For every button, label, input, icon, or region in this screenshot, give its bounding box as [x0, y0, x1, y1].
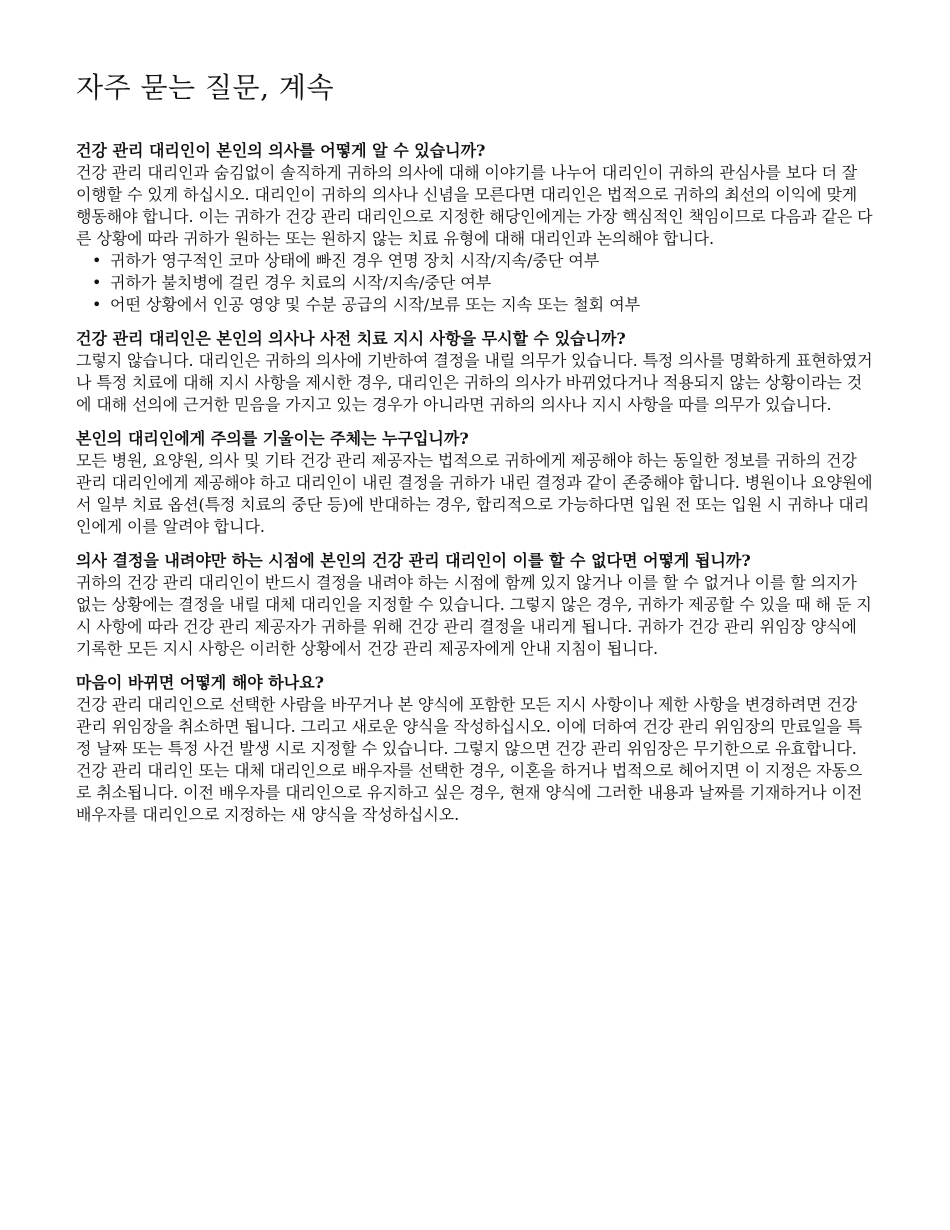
- faq-answer: 그렇지 않습니다. 대리인은 귀하의 의사에 기반하여 결정을 내릴 의무가 있습니다. 특정 의사를 명확하게 표현하였거나 특정 치료에 대해 지시 사항을 제시한 경우, 대리인은 귀하의 의사가 바뀌었다거나 적용되지 않는 상황이라는 것에 대해 선의에 근거한 믿음을 가지고 있는 경우가 아니라면 귀하의 의사나 지시 사항을 따를 의무가 있습니다.: [76, 351, 873, 414]
- faq-answer: 건강 관리 대리인과 숨김없이 솔직하게 귀하의 의사에 대해 이야기를 나누어 대리인이 귀하의 관심사를 보다 더 잘 이행할 수 있게 하십시오. 대리인이 귀하의 의사나 신념을 모른다면 대리인은 법적으로 귀하의 최선의 이익에 맞게 행동해야 합니다. 이는 귀하가 건강 관리 대리인으로 지정한 해당인에게는 가장 핵심적인 책임이므로 다음과 같은 다른 상황에 따라 귀하가 원하는 또는 원하지 않는 치료 유형에 대해 대리인과 논의해야 합니다.: [76, 163, 873, 248]
- faq-section-override: [76, 328, 876, 416]
- bullet-list: [76, 250, 876, 316]
- faq-answer: 모든 병원, 요양원, 의사 및 기타 건강 관리 제공자는 법적으로 귀하에게 제공해야 하는 동일한 정보를 귀하의 건강 관리 대리인에게 제공해야 하고 대리인이 내린 결정을 귀하가 내린 결정과 같이 존중해야 합니다. 병원이나 요양원에서 일부 치료 옵션(특정 치료의 중단 등)에 반대하는 경우, 합리적으로 가능하다면 입원 전 또는 입원 시 귀하나 대리인에게 이를 알려야 합니다.: [76, 451, 873, 536]
- faq-question: 마음이 바뀌면 어떻게 해야 하나요?: [76, 673, 325, 692]
- document-page: [76, 66, 876, 838]
- page-title: 자주 묻는 질문, 계속: [76, 71, 334, 104]
- bullet-icon: •: [92, 273, 102, 292]
- faq-section-change-mind: [76, 672, 876, 826]
- faq-section-proxy-wishes: [76, 140, 876, 316]
- list-item: • 어떤 상황에서 인공 영양 및 수분 공급의 시작/보류 또는 지속 또는 철회 여부: [92, 295, 641, 314]
- faq-section-who-listens: [76, 428, 876, 538]
- faq-question: 건강 관리 대리인이 본인의 의사를 어떻게 알 수 있습니까?: [76, 141, 486, 160]
- list-item: • 귀하가 불치병에 걸린 경우 치료의 시작/지속/중단 여부: [92, 273, 492, 292]
- faq-section-unavailable: [76, 550, 876, 660]
- faq-question: 의사 결정을 내려야만 하는 시점에 본인의 건강 관리 대리인이 이를 할 수 없다면 어떻게 됩니까?: [76, 551, 751, 570]
- bullet-icon: •: [92, 251, 102, 270]
- bullet-icon: •: [92, 295, 102, 314]
- faq-question: 본인의 대리인에게 주의를 기울이는 주체는 누구입니까?: [76, 429, 469, 448]
- list-item: • 귀하가 영구적인 코마 상태에 빠진 경우 연명 장치 시작/지속/중단 여부: [92, 251, 600, 270]
- faq-question: 건강 관리 대리인은 본인의 의사나 사전 치료 지시 사항을 무시할 수 있습니까?: [76, 329, 626, 348]
- faq-answer: 건강 관리 대리인으로 선택한 사람을 바꾸거나 본 양식에 포함한 모든 지시 사항이나 제한 사항을 변경하려면 건강 관리 위임장을 취소하면 됩니다. 그리고 새로운 양식을 작성하십시오. 이에 더하여 건강 관리 위임장의 만료일을 특정 날짜 또는 특정 사건 발생 시로 지정할 수 있습니다. 그렇지 않으면 건강 관리 위임장은 무기한으로 유효합니다. 건강 관리 대리인 또는 대체 대리인으로 배우자를 선택한 경우, 이혼을 하거나 법적으로 헤어지면 이 지정은 자동으로 취소됩니다. 이전 배우자를 대리인으로 유지하고 싶은 경우, 현재 양식에 그러한 내용과 날짜를 기재하거나 이전 배우자를 대리인으로 지정하는 새 양식을 작성하십시오.: [76, 695, 863, 824]
- faq-answer: 귀하의 건강 관리 대리인이 반드시 결정을 내려야 하는 시점에 함께 있지 않거나 이를 할 수 없거나 이를 할 의지가 없는 상황에는 결정을 내릴 대체 대리인을 지정할 수 있습니다. 그렇지 않은 경우, 귀하가 제공할 수 있을 때 해 둔 지시 사항에 따라 건강 관리 제공자가 귀하를 위해 건강 관리 결정을 내리게 됩니다. 귀하가 건강 관리 위임장 양식에 기록한 모든 지시 사항은 이러한 상황에서 건강 관리 제공자에게 안내 지침이 됩니다.: [76, 573, 872, 658]
